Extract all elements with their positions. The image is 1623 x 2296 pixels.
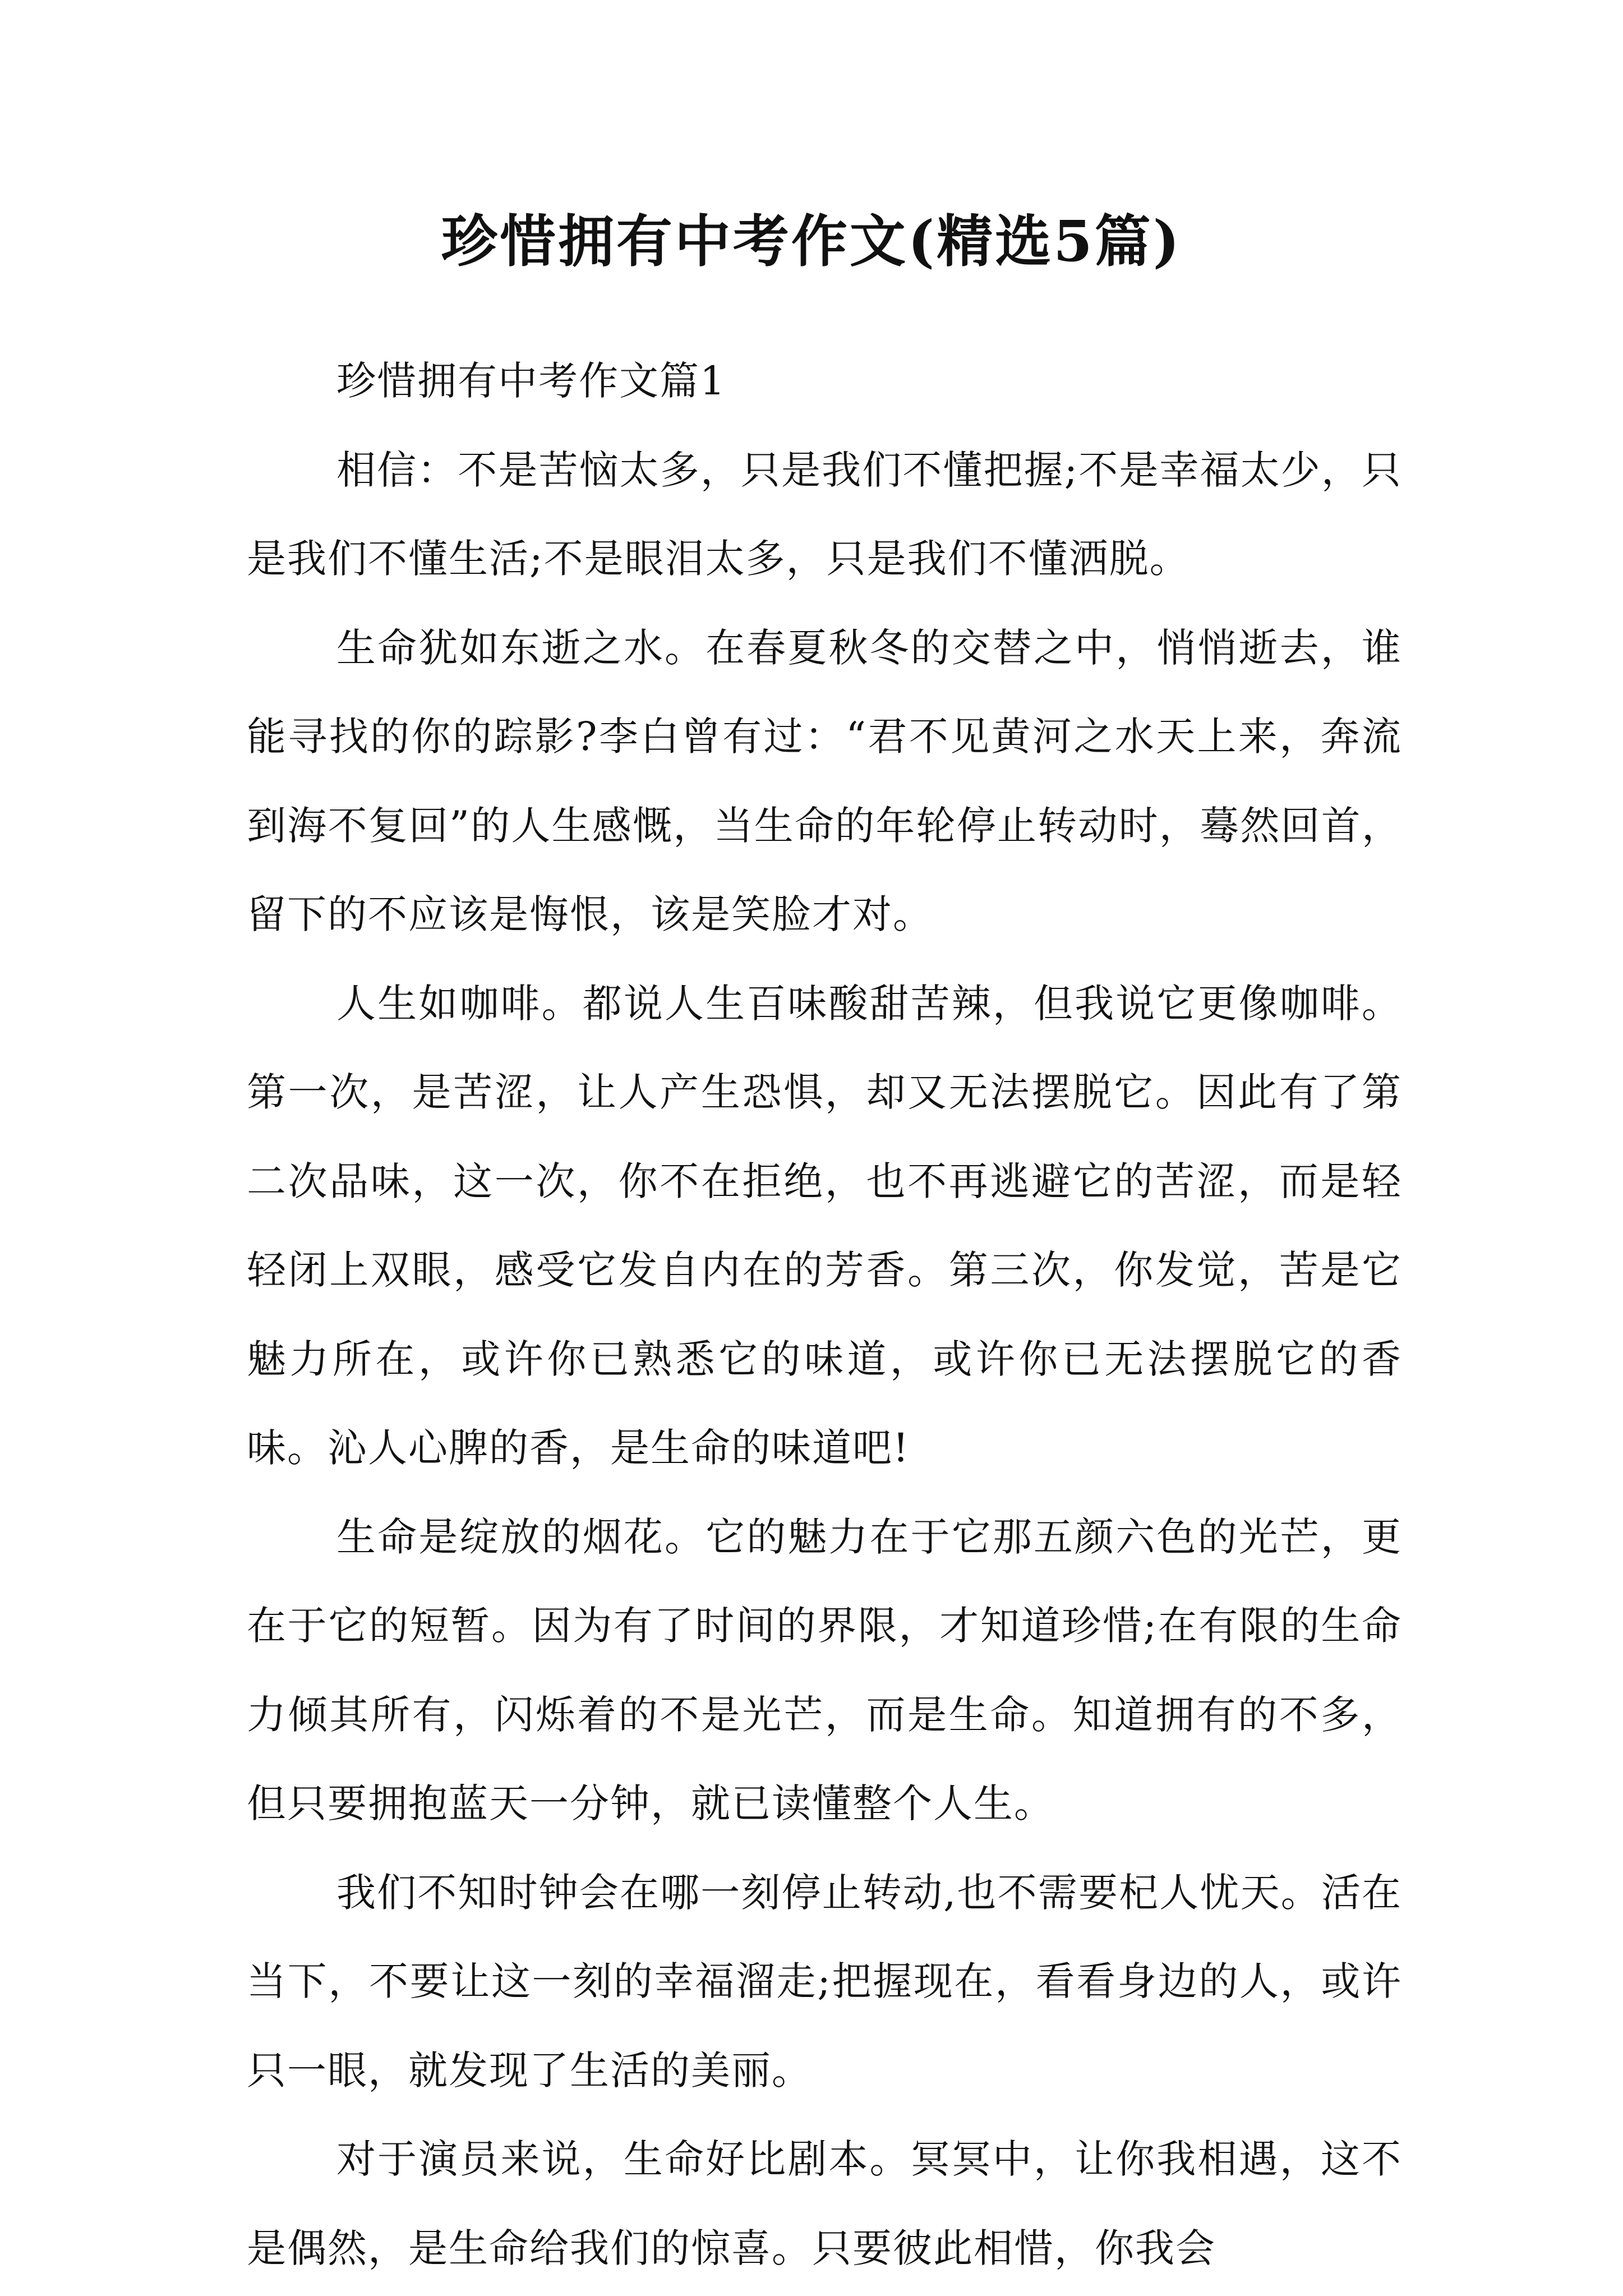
paragraph: 生命是绽放的烟花。它的魅力在于它那五颜六色的光芒，更在于它的短暂。因为有了时间的界限，才知道珍惜;在有限的生命力倾其所有，闪烁着的不是光芒，而是生命。知道拥有的不多，但只要拥抱蓝天一分钟，就已读懂整个人生。 <box>247 1513 1402 1826</box>
paragraph: 我们不知时钟会在哪一刻停止转动,也不需要杞人忧天。活在当下，不要让这一刻的幸福溜走;把握现在，看看身边的人，或许只一眼，就发现了生活的美丽。 <box>247 1869 1402 2093</box>
paragraph: 人生如咖啡。都说人生百味酸甜苦辣，但我说它更像咖啡。第一次，是苦涩，让人产生恐惧，却又无法摆脱它。因此有了第二次品味，这一次，你不在拒绝，也不再逃避它的苦涩，而是轻轻闭上双眼，感受它发自内在的芳香。第三次，你发觉，苦是它魅力所在，或许你已熟悉它的味道，或许你已无法摆脱它的香味。沁人心脾的香，是生命的味道吧! <box>247 980 1402 1471</box>
section-heading: 珍惜拥有中考作文篇1 <box>336 358 726 404</box>
paragraph: 对于演员来说，生命好比剧本。冥冥中，让你我相遇，这不是偶然，是生命给我们的惊喜。只要彼此相惜，你我会 <box>247 2136 1402 2271</box>
paragraph: 相信：不是苦恼太多，只是我们不懂把握;不是幸福太少，只是我们不懂生活;不是眼泪太多，只是我们不懂洒脱。 <box>247 447 1402 582</box>
document-body <box>247 337 1402 2293</box>
document-title: 珍惜拥有中考作文(精选5篇) <box>441 208 1182 274</box>
paragraph: 生命犹如东逝之水。在春夏秋冬的交替之中，悄悄逝去，谁能寻找的你的踪影?李白曾有过：“君不见黄河之水天上来，奔流到海不复回”的人生感慨，当生命的年轮停止转动时，蓦然回首，留下的不应该是悔恨，该是笑脸才对。 <box>247 624 1402 937</box>
